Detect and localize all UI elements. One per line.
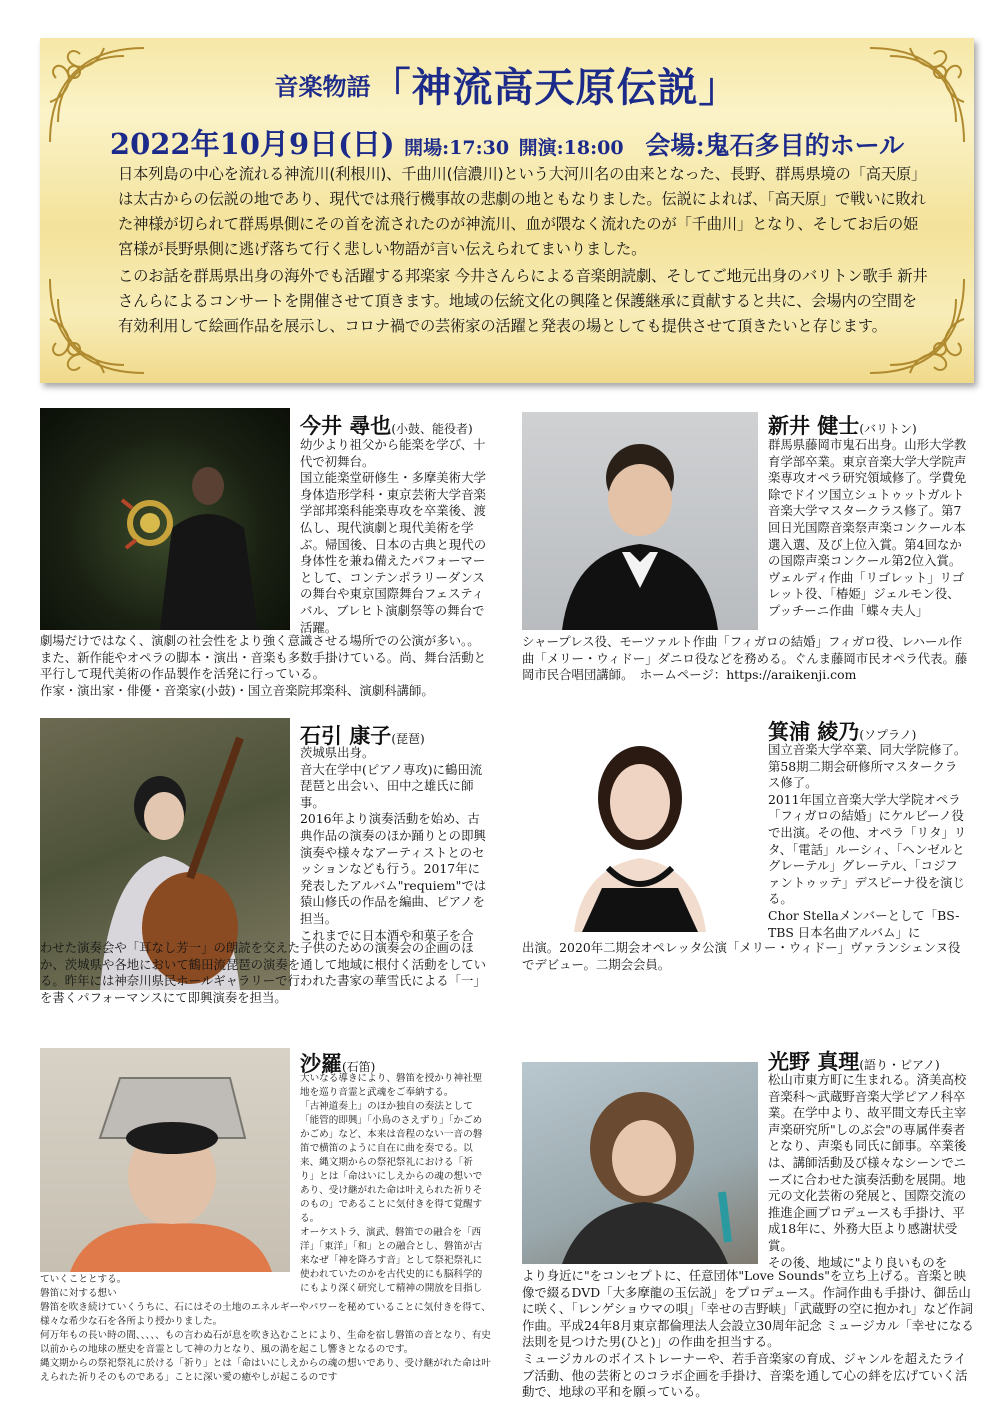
venue-spacer xyxy=(633,137,640,159)
performer-silhouette-icon xyxy=(40,1048,290,1272)
profile-bio-mitsuno: 松山市東方町に生まれる。済美高校音楽科～武蔵野音楽大学ピアノ科卒業。在学中より、故平間文寿氏主宰声楽研究所"しのぶ会"の専属伴奏者となり、声楽も同氏に師事。卒業後は、講師活動及び様々なシーンでニーズに合わせた演奏活動を展開。地元の文化芸術の発展と、国際交流の推進企画プロデュースも手掛け、平成18年に、外務大臣より感謝状受賞。 その後、地域に"より良いものを xyxy=(768,1072,967,1270)
profile-bio-ishibiki-cont: わせた演奏会や「耳なし芳一」の朗読を交えた子供のための演奏会の企画のほか、茨城県や各地において鶴田流琵琶の演奏を通して地域に根付く活動をしている。昨年には神奈川県民ホールギャラリーで行われた書家の華雪氏による「一」を書くパフォーマンスにて即興演奏を担当。 xyxy=(40,940,487,1005)
name-text: 箕浦 綾乃 xyxy=(768,719,860,744)
role-text: (琵琶) xyxy=(391,732,425,746)
profile-bio-arai: 群馬県藤岡市鬼石出身。山形大学教育学部卒業。東京音楽大学大学院声楽専攻オペラ研究領域修了。学費免除でドイツ国立シュトゥットガルト音楽大学マスタークラス修了。第7回日光国際音楽祭声楽コンクール本選入選、及び上位入賞。第4回なかの国際声楽コンクール第2位入賞。ヴェルディ作曲「リゴレット」リゴレット役、「椿姫」ジェルモン役、プッチーニ作曲「蝶々夫人」 xyxy=(768,437,967,618)
profile-photo-arai xyxy=(522,412,758,630)
performer-silhouette-icon xyxy=(40,408,290,630)
role-text: (ソプラノ) xyxy=(859,728,917,742)
profile-bio-minoura: 国立音楽大学卒業、同大学院修了。第58期二期会研修所マスタークラス修了。 2011年国立音楽大学大学院オペラ「フィガロの結婚」にケルビーノ役で出演。その他、オペラ「リタ」リタ、「電話」ルーシィ、「ヘンゼルとグレーテル」グレーテル、「コジファントゥッテ」デスピーナ役を演じる。 Chor Stellaメンバーとして「BS-TBS 日本名曲アルバム」に xyxy=(768,742,967,940)
role-text: (石笛) xyxy=(342,1060,376,1074)
event-date: 2022年10月9日(日) xyxy=(109,127,395,161)
header-banner xyxy=(40,38,974,383)
profile-photo-mitsuno xyxy=(522,1062,758,1264)
profile-bio-sara: 大いなる導きにより、磐笛を授かり神社聖地を巡り音霊と武魂をご奉納する。 「古神道奏上」のほか独自の奏法として「能管的即興」「小鳥のさえずり」「かごめかごめ」など、本来は音程のない一音の磐笛で横笛のように自在に曲を奏でる。以来、縄文期からの祭祀祭礼における「祈り」とは「命はいにしえからの魂の想いであり、受け継がれた命は叶えられた祈りそのもの」であることに気付きを得て覚醒する。 オーケストラ、演武、磐笛での融合を「西洋」「東洋」「和」との融合とし、磐笛が古来なぜ「神を降ろす音」として祭祀祭礼に使われていたのかを古代史的にも脳科学的にもより深く研究して精神の開放を目指し xyxy=(300,1073,483,1294)
event-title xyxy=(40,56,974,113)
role-text: (語り・ピアノ) xyxy=(859,1058,940,1072)
role-text: (小鼓、能役者) xyxy=(391,422,473,436)
profile-photo-minoura xyxy=(522,718,758,932)
intro-paragraph-legend: 日本列島の中心を流れる神流川(利根川)、千曲川(信濃川)という大河川名の由来となった、長野、群馬県境の「高天原」は太古からの伝説の地であり、現代では飛行機事故の悲劇の地ともなりました。伝説によれば、「高天原」で戦いに敗れた神様が切られて群馬県側にその首を流されたのが神流川、血が隈なく流れたのが「千曲川」となり、そしてお后の姫宮様が長野県側に逃げ落ちて行く悲しい物語が言い伝えられてまいりました。 xyxy=(118,165,927,258)
profile-bio-minoura-cont: 出演。2020年二期会オペレッタ公演「メリー・ウィドー」ヴァランシェンヌ役でデビュー。二期会会員。 xyxy=(522,940,961,972)
profile-name-imai xyxy=(300,410,473,440)
name-text: 石引 康子 xyxy=(300,723,392,748)
portrait-silhouette-icon xyxy=(522,718,758,932)
name-text: 今井 尋也 xyxy=(300,413,392,438)
name-text: 光野 真理 xyxy=(768,1049,860,1074)
open-time: 開場:17:30 xyxy=(404,137,510,159)
role-text: (バリトン) xyxy=(859,422,917,436)
event-venue: 会場:鬼石多目的ホール xyxy=(645,131,905,160)
title-main: 「神流高天原伝説」 xyxy=(370,64,740,111)
name-text: 新井 健士 xyxy=(768,413,860,438)
start-time: 開演:18:00 xyxy=(518,137,624,159)
profile-bio-imai-cont: 劇場だけではなく、演劇の社会性をより強く意識させる場所での公演が多い。。 また、新作能やオペラの脚本・演出・音楽も多数手掛けている。尚、舞台活動と平行して現代美術の作品製作を活発に行っている。 作家・演出家・俳優・音楽家(小鼓)・国立音楽院邦楽科、演劇科講師。 xyxy=(40,633,487,698)
profile-bio-sara-cont: ていくこととする。 磐笛に対する想い 磐笛を吹き続けていくうちに、石にはその土地のエネルギーやパワーを秘めていることに気付きを得て、様々な希少な石を各所より授かりました。 何万年もの長い時の間、、、、、もの言わぬ石が息を吹き込むことにより、生命を宿し磐笛の音となり、有史以前からの地球の歴史を音霊として神の力となり、風の渦を起こし響きとなるのです。 縄文期からの祭祀祭礼に於ける「祈り」とは「命はいにしえからの魂の想いであり、受け継がれた命は叶えられた祈りそのものである」ことに深い愛の癒やしが起こるのです xyxy=(40,1274,491,1383)
portrait-silhouette-icon xyxy=(522,412,758,630)
profile-photo-sara xyxy=(40,1048,290,1272)
profile-bio-mitsuno-cont: より身近に"をコンセプトに、任意団体"Love Sounds"を立ち上げる。音楽と映像で綴るDVD「大多摩龍の玉伝説」をプロデュース。作詞作曲も手掛け、御岳山に咲く、「レンゲショウマの唄」「幸せの吉野峡」「武蔵野の空に抱かれ」など作詞作曲。平成24年8月東京都倫理法人会設立30周年記念 ミュージカル「幸せになる法則を見つけた男(ひと)」の作曲を担当する。 ミュージカルのボイストレーナーや、若手音楽家の育成、ジャンルを超えたライブ活動、他の芸術とのコラボ企画を手掛け、音楽を通して心の絆を広げていく活動で、地球の平和を願っている。 xyxy=(522,1268,974,1400)
profile-name-arai xyxy=(768,410,917,440)
profile-photo-imai xyxy=(40,408,290,630)
intro-paragraph-event: このお話を群馬県出身の海外でも活躍する邦楽家 今井さんらによる音楽朗読劇、そしてご地元出身のバリトン歌手 新井さんらによるコンサートを開催させて頂きます。地域の伝統文化の興隆と保護継承に貢献すると共に、会場内の空間を有効利用して絵画作品を展示し、コロナ禍での芸術家の活躍と発表の場としても提供させて頂きたいと存じます。 xyxy=(118,267,928,335)
title-prefix: 音楽物語 xyxy=(274,72,371,101)
name-text: 沙羅 xyxy=(300,1051,342,1076)
portrait-silhouette-icon xyxy=(522,1062,758,1264)
profile-bio-imai: 幼少より祖父から能楽を学び、十代で初舞台。 国立能楽堂研修生・多摩美術大学身体造形学科・東京芸術大学音楽学部邦楽科能楽専攻を卒業後、渡仏し、現代演劇と現代美術を学ぶ。帰国後、日本の古典と現代の身体性を兼ね備えたパフォーマーとして、コンテンポラリーダンスの舞台や東京国際舞台フェスティバル、ブレヒト演劇祭等の舞台で活躍。 xyxy=(300,437,487,635)
profile-bio-ishibiki: 茨城県出身。 音大在学中(ピアノ専攻)に鶴田流琵琶と出会い、田中之雄氏に師事。 2016年より演奏活動を始め、古典作品の演奏のほか踊りとの即興演奏や様々なアーティストとのセッションなども行う。2017年に発表したアルバム"requiem"では猿山修氏の作品を編曲、ピアノを担当。 これまでに日本酒や和菓子を合 xyxy=(300,745,487,943)
event-datetime xyxy=(40,122,974,163)
profile-bio-arai-cont: シャープレス役、モーツァルト作曲「フィガロの結婚」フィガロ役、レハール作曲「メリー・ウィドー」ダニロ役などを務める。ぐんま藤岡市民オペラ代表。藤岡市民合唱団講師。 ホームページ：https://araikenji.com xyxy=(522,634,968,683)
